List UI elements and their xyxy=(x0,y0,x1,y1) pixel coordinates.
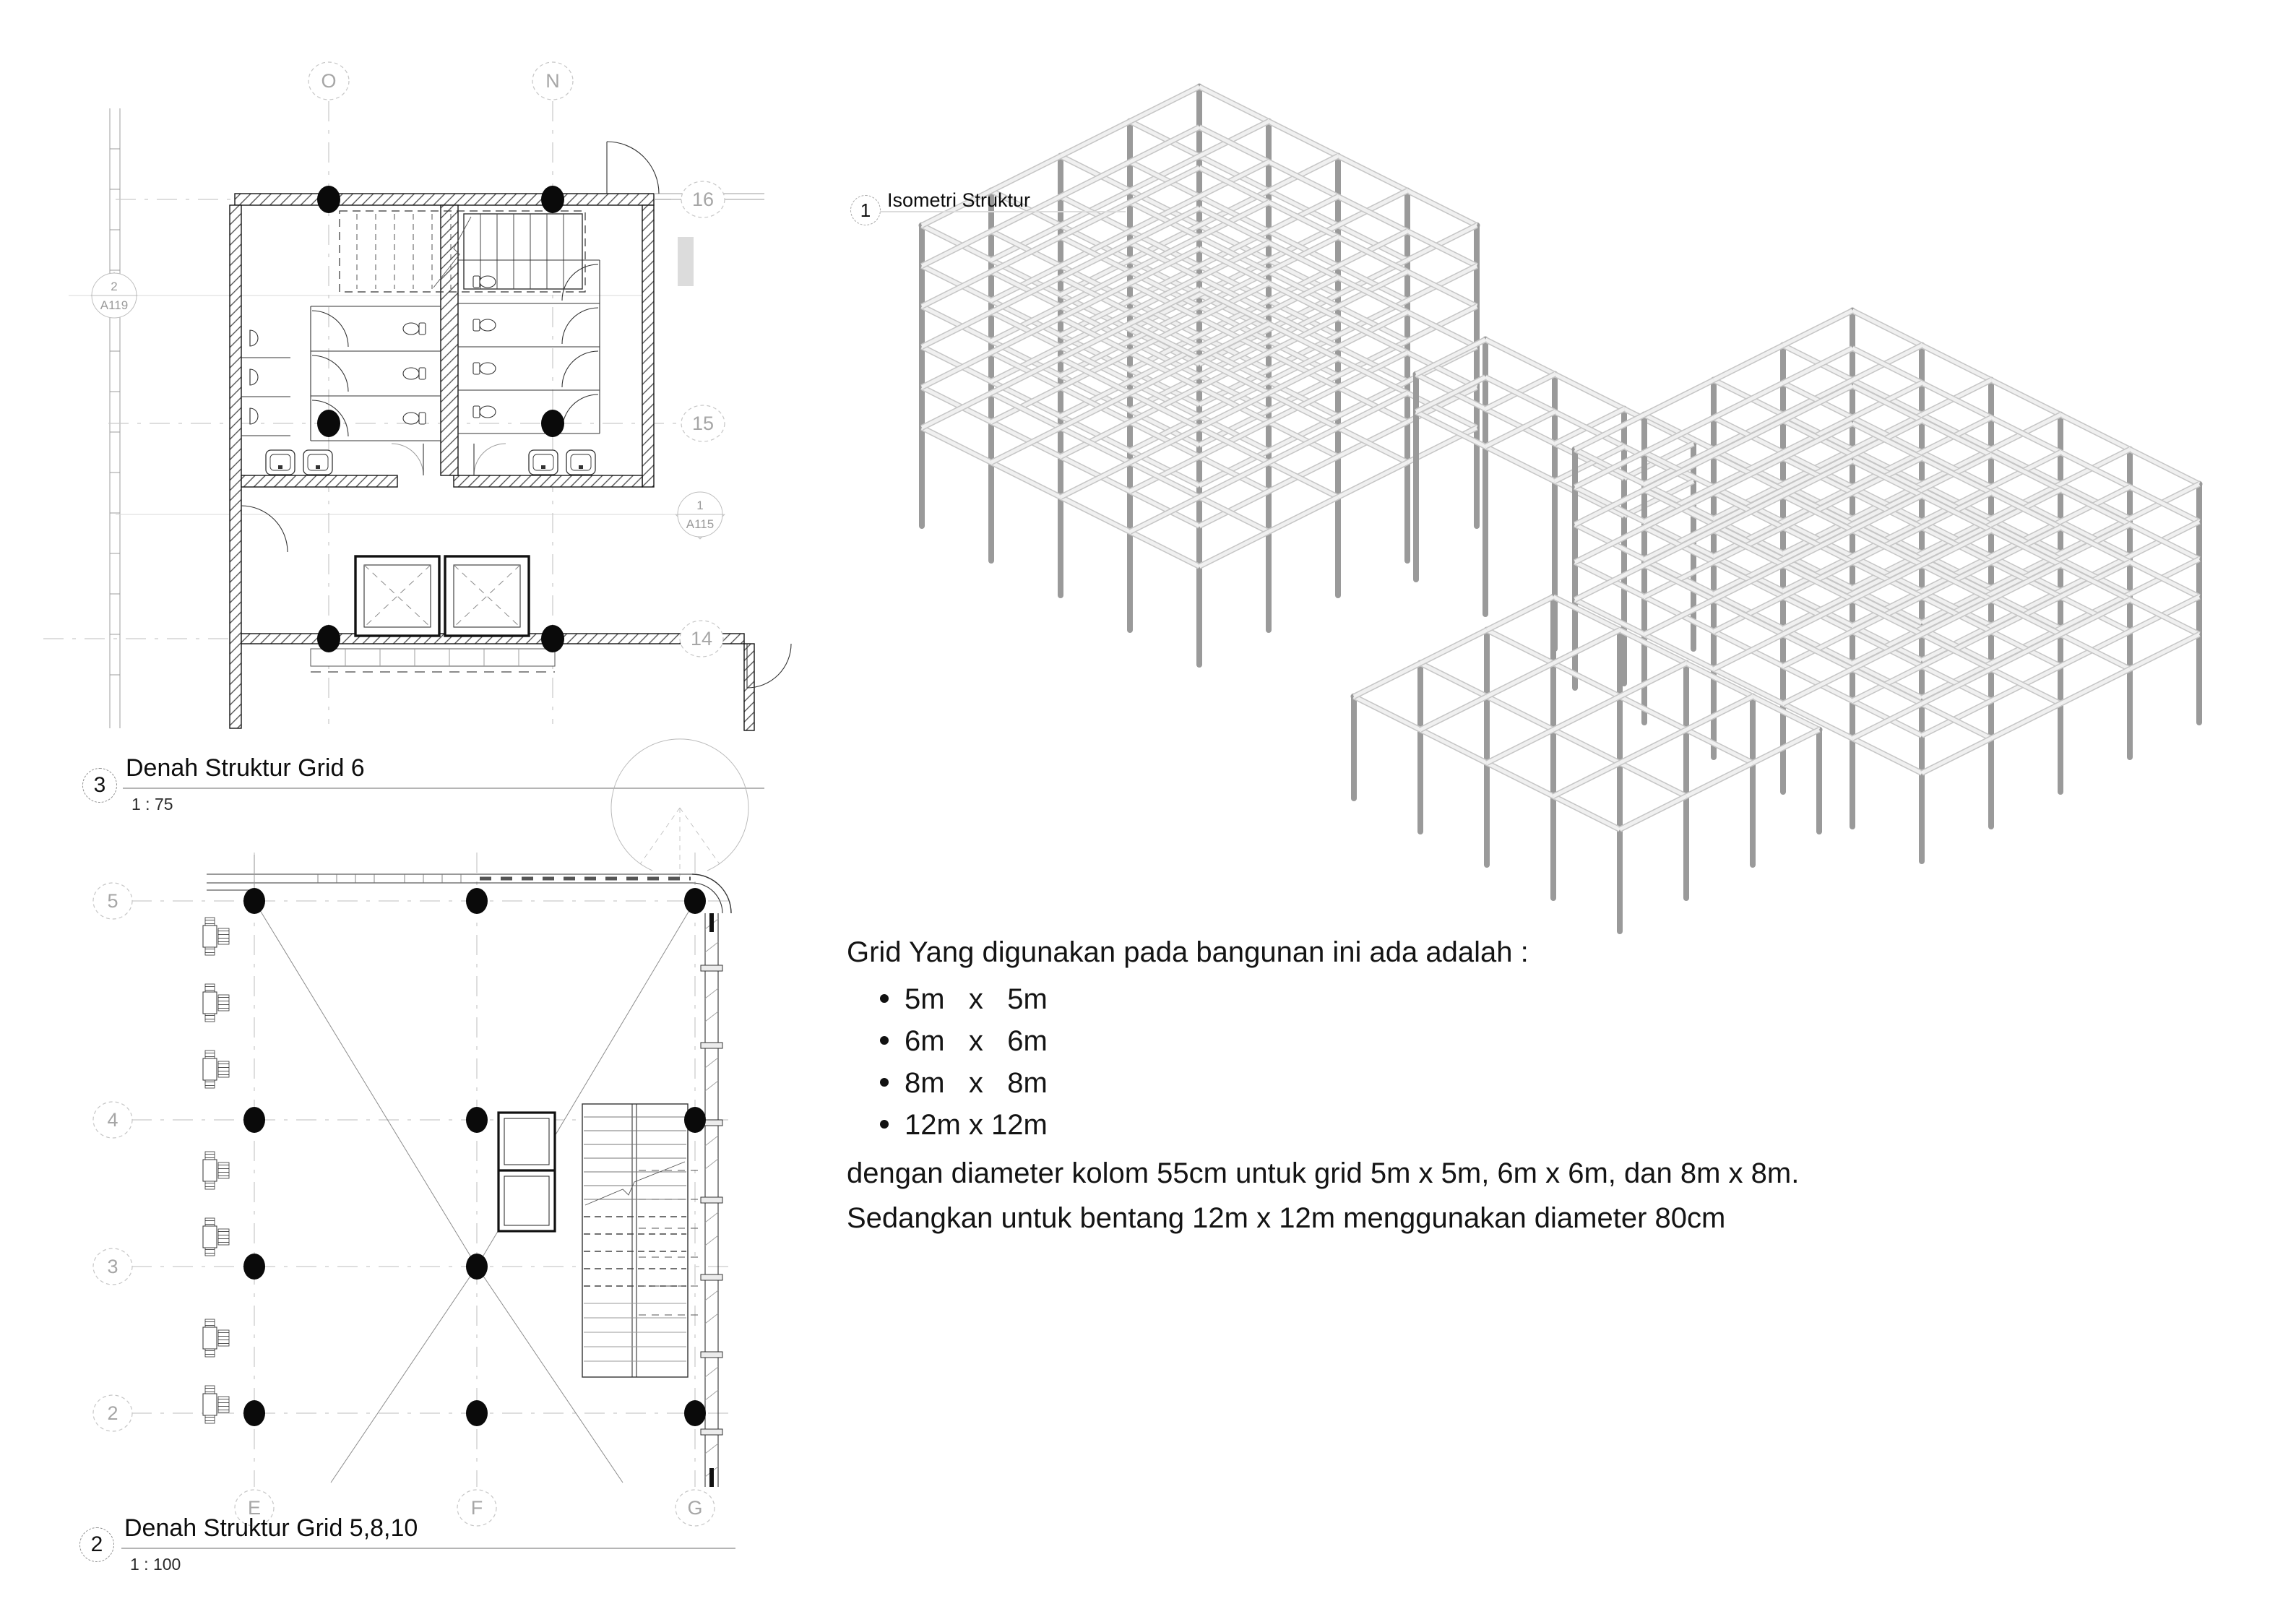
iso-line xyxy=(1354,696,1420,730)
iso-line xyxy=(1575,415,1644,449)
plan-grid5810-drawing xyxy=(93,739,748,1526)
iso-line xyxy=(1420,630,1487,663)
section-marker-a119 xyxy=(91,272,137,318)
iso-line xyxy=(1553,796,1620,829)
iso-line xyxy=(1620,730,1686,763)
iso-line xyxy=(1620,796,1686,829)
iso-line xyxy=(1061,462,1130,497)
iso-line xyxy=(1407,306,1477,341)
iso-line xyxy=(1553,763,1620,796)
canopy-circle xyxy=(611,739,748,876)
iso-line xyxy=(1130,127,1199,162)
grid-bubble-label: 4 xyxy=(107,1109,118,1131)
iso-line xyxy=(1338,422,1407,457)
iso-line xyxy=(922,266,991,301)
grid-notes xyxy=(847,936,1959,1241)
iso-line xyxy=(1620,630,1686,663)
iso-line xyxy=(1644,380,1714,415)
bullet-icon xyxy=(880,1120,889,1129)
view-callout-plan-grid6 xyxy=(82,768,117,803)
grid-bubble-label: 16 xyxy=(691,189,715,210)
view-number: 3 xyxy=(93,773,106,797)
iso-line xyxy=(1407,191,1477,225)
iso-line xyxy=(1922,345,1991,380)
notes-paragraph: dengan diameter kolom 55cm untuk grid 5m x 5m, 6m x 6m, dan 8m x 8m. Sedangkan untuk bentang 12m x 12m menggunakan diameter 80cm xyxy=(847,1157,1800,1234)
iso-line xyxy=(1199,491,1269,526)
iso-line xyxy=(1555,481,1624,516)
grid-size-item xyxy=(880,1067,1959,1099)
iso-line xyxy=(1624,409,1693,444)
iso-line xyxy=(2060,415,2130,449)
iso-line xyxy=(1061,457,1130,491)
grid-bubble-label: E xyxy=(247,1497,262,1519)
grid-size-item xyxy=(880,983,1959,1015)
elevator-shafts xyxy=(355,556,529,636)
iso-line xyxy=(1487,630,1553,663)
grid-size-item xyxy=(880,1025,1959,1057)
iso-line xyxy=(991,422,1061,457)
facade-fins xyxy=(203,918,229,1423)
grid-size-label: 6m x 6m xyxy=(905,1025,1048,1057)
iso-line xyxy=(922,387,991,422)
iso-line xyxy=(1061,121,1130,156)
curtain-wall-left-context xyxy=(110,108,120,728)
section-marker-number: 1 xyxy=(696,499,704,512)
right-curtain-wall xyxy=(701,913,722,1487)
iso-line xyxy=(1269,121,1338,156)
grid-size-label: 8m x 8m xyxy=(905,1067,1048,1099)
iso-line xyxy=(1553,730,1620,763)
section-marker-number: 2 xyxy=(111,280,118,293)
iso-line xyxy=(1620,663,1686,696)
grid-bubble-label: 3 xyxy=(107,1256,118,1277)
notes-heading: Grid Yang digunakan pada bangunan ini ada adalah : xyxy=(847,936,1529,968)
iso-line xyxy=(1269,462,1338,497)
iso-line xyxy=(1061,197,1130,231)
grid-size-item xyxy=(880,1109,1959,1141)
view-title-isometric: Isometri Struktur xyxy=(887,189,1031,211)
iso-line xyxy=(1338,462,1407,497)
grid-bubble-label: N xyxy=(545,70,560,92)
iso-line xyxy=(1338,428,1407,462)
iso-line xyxy=(1269,197,1338,231)
iso-line xyxy=(991,387,1061,422)
iso-line xyxy=(1686,696,1753,730)
iso-line xyxy=(1061,497,1130,532)
title-underline xyxy=(880,211,1126,212)
iso-line xyxy=(1420,696,1487,730)
iso-line xyxy=(1130,491,1199,526)
iso-line xyxy=(1922,738,1991,773)
bullet-icon xyxy=(880,1036,889,1045)
grid-bubble-label: 2 xyxy=(107,1402,118,1424)
iso-line xyxy=(1555,374,1624,409)
iso-line xyxy=(1130,497,1199,532)
iso-line xyxy=(1553,630,1620,663)
iso-line xyxy=(922,347,991,381)
grid-bubble-label: 14 xyxy=(690,628,713,650)
title-underline xyxy=(123,788,764,789)
iso-line xyxy=(1338,197,1407,231)
iso-line xyxy=(922,225,991,260)
section-marker-sheet: A115 xyxy=(686,517,715,531)
iso-line xyxy=(1407,272,1477,306)
iso-line xyxy=(1714,345,1783,380)
view-callout-isometric xyxy=(850,195,881,225)
iso-line xyxy=(991,231,1061,266)
iso-line xyxy=(1130,532,1199,566)
iso-line xyxy=(1485,447,1555,481)
grid-bubble-label: F xyxy=(470,1497,483,1519)
section-marker-sheet: A119 xyxy=(100,298,129,312)
iso-line xyxy=(1338,231,1407,266)
iso-line xyxy=(1130,162,1199,197)
iso-line xyxy=(922,393,991,428)
iso-line xyxy=(1354,663,1420,696)
iso-line xyxy=(2130,634,2199,669)
iso-line xyxy=(1487,763,1553,796)
iso-line xyxy=(1852,311,1922,345)
iso-line xyxy=(1487,730,1553,763)
view-title-plan-grid5810: Denah Struktur Grid 5,8,10 xyxy=(124,1514,418,1542)
iso-line xyxy=(1553,696,1620,730)
iso-line xyxy=(1852,738,1922,773)
iso-line xyxy=(1487,663,1553,696)
iso-line xyxy=(1199,162,1269,197)
title-underline xyxy=(121,1548,735,1549)
iso-line xyxy=(1407,231,1477,266)
grid-size-label: 5m x 5m xyxy=(905,983,1048,1015)
iso-line xyxy=(1061,156,1130,191)
urinals xyxy=(241,330,290,436)
view-number: 1 xyxy=(860,199,871,221)
iso-line xyxy=(1420,730,1487,763)
iso-line xyxy=(1338,156,1407,191)
iso-line xyxy=(1686,730,1753,763)
iso-line xyxy=(1338,191,1407,225)
iso-line xyxy=(1991,380,2060,415)
section-marker-a115 xyxy=(676,492,725,539)
iso-line xyxy=(922,272,991,306)
iso-line xyxy=(922,312,991,347)
view-number: 2 xyxy=(90,1532,103,1556)
iso-line xyxy=(922,353,991,387)
iso-line xyxy=(1199,497,1269,532)
sinks xyxy=(266,450,595,475)
iso-line xyxy=(2130,449,2199,484)
iso-line xyxy=(1130,87,1199,121)
iso-line xyxy=(1199,532,1269,566)
iso-line xyxy=(1783,311,1852,345)
door-top xyxy=(607,142,659,194)
grid-bubble-label: 5 xyxy=(107,890,118,912)
iso-line xyxy=(1199,87,1269,121)
plan-grid6-drawing xyxy=(43,62,791,730)
iso-line xyxy=(1407,312,1477,347)
iso-line xyxy=(1487,696,1553,730)
grid-bubble-label: O xyxy=(321,70,337,92)
iso-line xyxy=(1199,121,1269,156)
iso-line xyxy=(1575,600,1644,634)
stair xyxy=(582,1104,702,1377)
iso-line xyxy=(1269,162,1338,197)
stair xyxy=(340,211,585,292)
iso-line xyxy=(1061,162,1130,197)
iso-line xyxy=(1407,225,1477,260)
grid-bubble-label: G xyxy=(687,1497,703,1519)
iso-line xyxy=(991,462,1061,497)
bullet-icon xyxy=(880,1078,889,1087)
iso-line xyxy=(2060,669,2130,704)
iso-line xyxy=(1130,121,1199,156)
iso-line xyxy=(1991,704,2060,738)
iso-line xyxy=(1130,457,1199,491)
view-callout-plan-grid5810 xyxy=(79,1527,114,1562)
iso-line xyxy=(922,306,991,341)
iso-line xyxy=(1199,127,1269,162)
iso-line xyxy=(1553,597,1620,630)
iso-line xyxy=(1686,763,1753,796)
iso-line xyxy=(1620,696,1686,730)
iso-line xyxy=(1407,266,1477,301)
iso-line xyxy=(1338,387,1407,422)
iso-line xyxy=(1487,597,1553,630)
iso-line xyxy=(1553,663,1620,696)
iso-line xyxy=(1485,340,1555,374)
iso-line xyxy=(922,428,991,462)
grid-size-label: 12m x 12m xyxy=(905,1109,1048,1141)
shaft xyxy=(499,1113,555,1231)
iso-line xyxy=(1061,422,1130,457)
view-scale-plan-grid5810: 1 : 100 xyxy=(130,1555,181,1574)
iso-line xyxy=(1269,156,1338,191)
bullet-icon xyxy=(880,994,889,1003)
iso-line xyxy=(1269,497,1338,532)
iso-line xyxy=(1269,457,1338,491)
iso-line xyxy=(1199,457,1269,491)
iso-line xyxy=(1420,663,1487,696)
view-title-plan-grid6: Denah Struktur Grid 6 xyxy=(126,754,365,782)
iso-line xyxy=(922,231,991,266)
grid-bubble-label: 15 xyxy=(691,413,715,434)
view-scale-plan-grid6: 1 : 75 xyxy=(131,795,173,814)
louver-band xyxy=(311,649,555,672)
iso-line xyxy=(991,156,1061,191)
iso-line xyxy=(1620,763,1686,796)
iso-line xyxy=(991,428,1061,462)
iso-line xyxy=(1269,422,1338,457)
